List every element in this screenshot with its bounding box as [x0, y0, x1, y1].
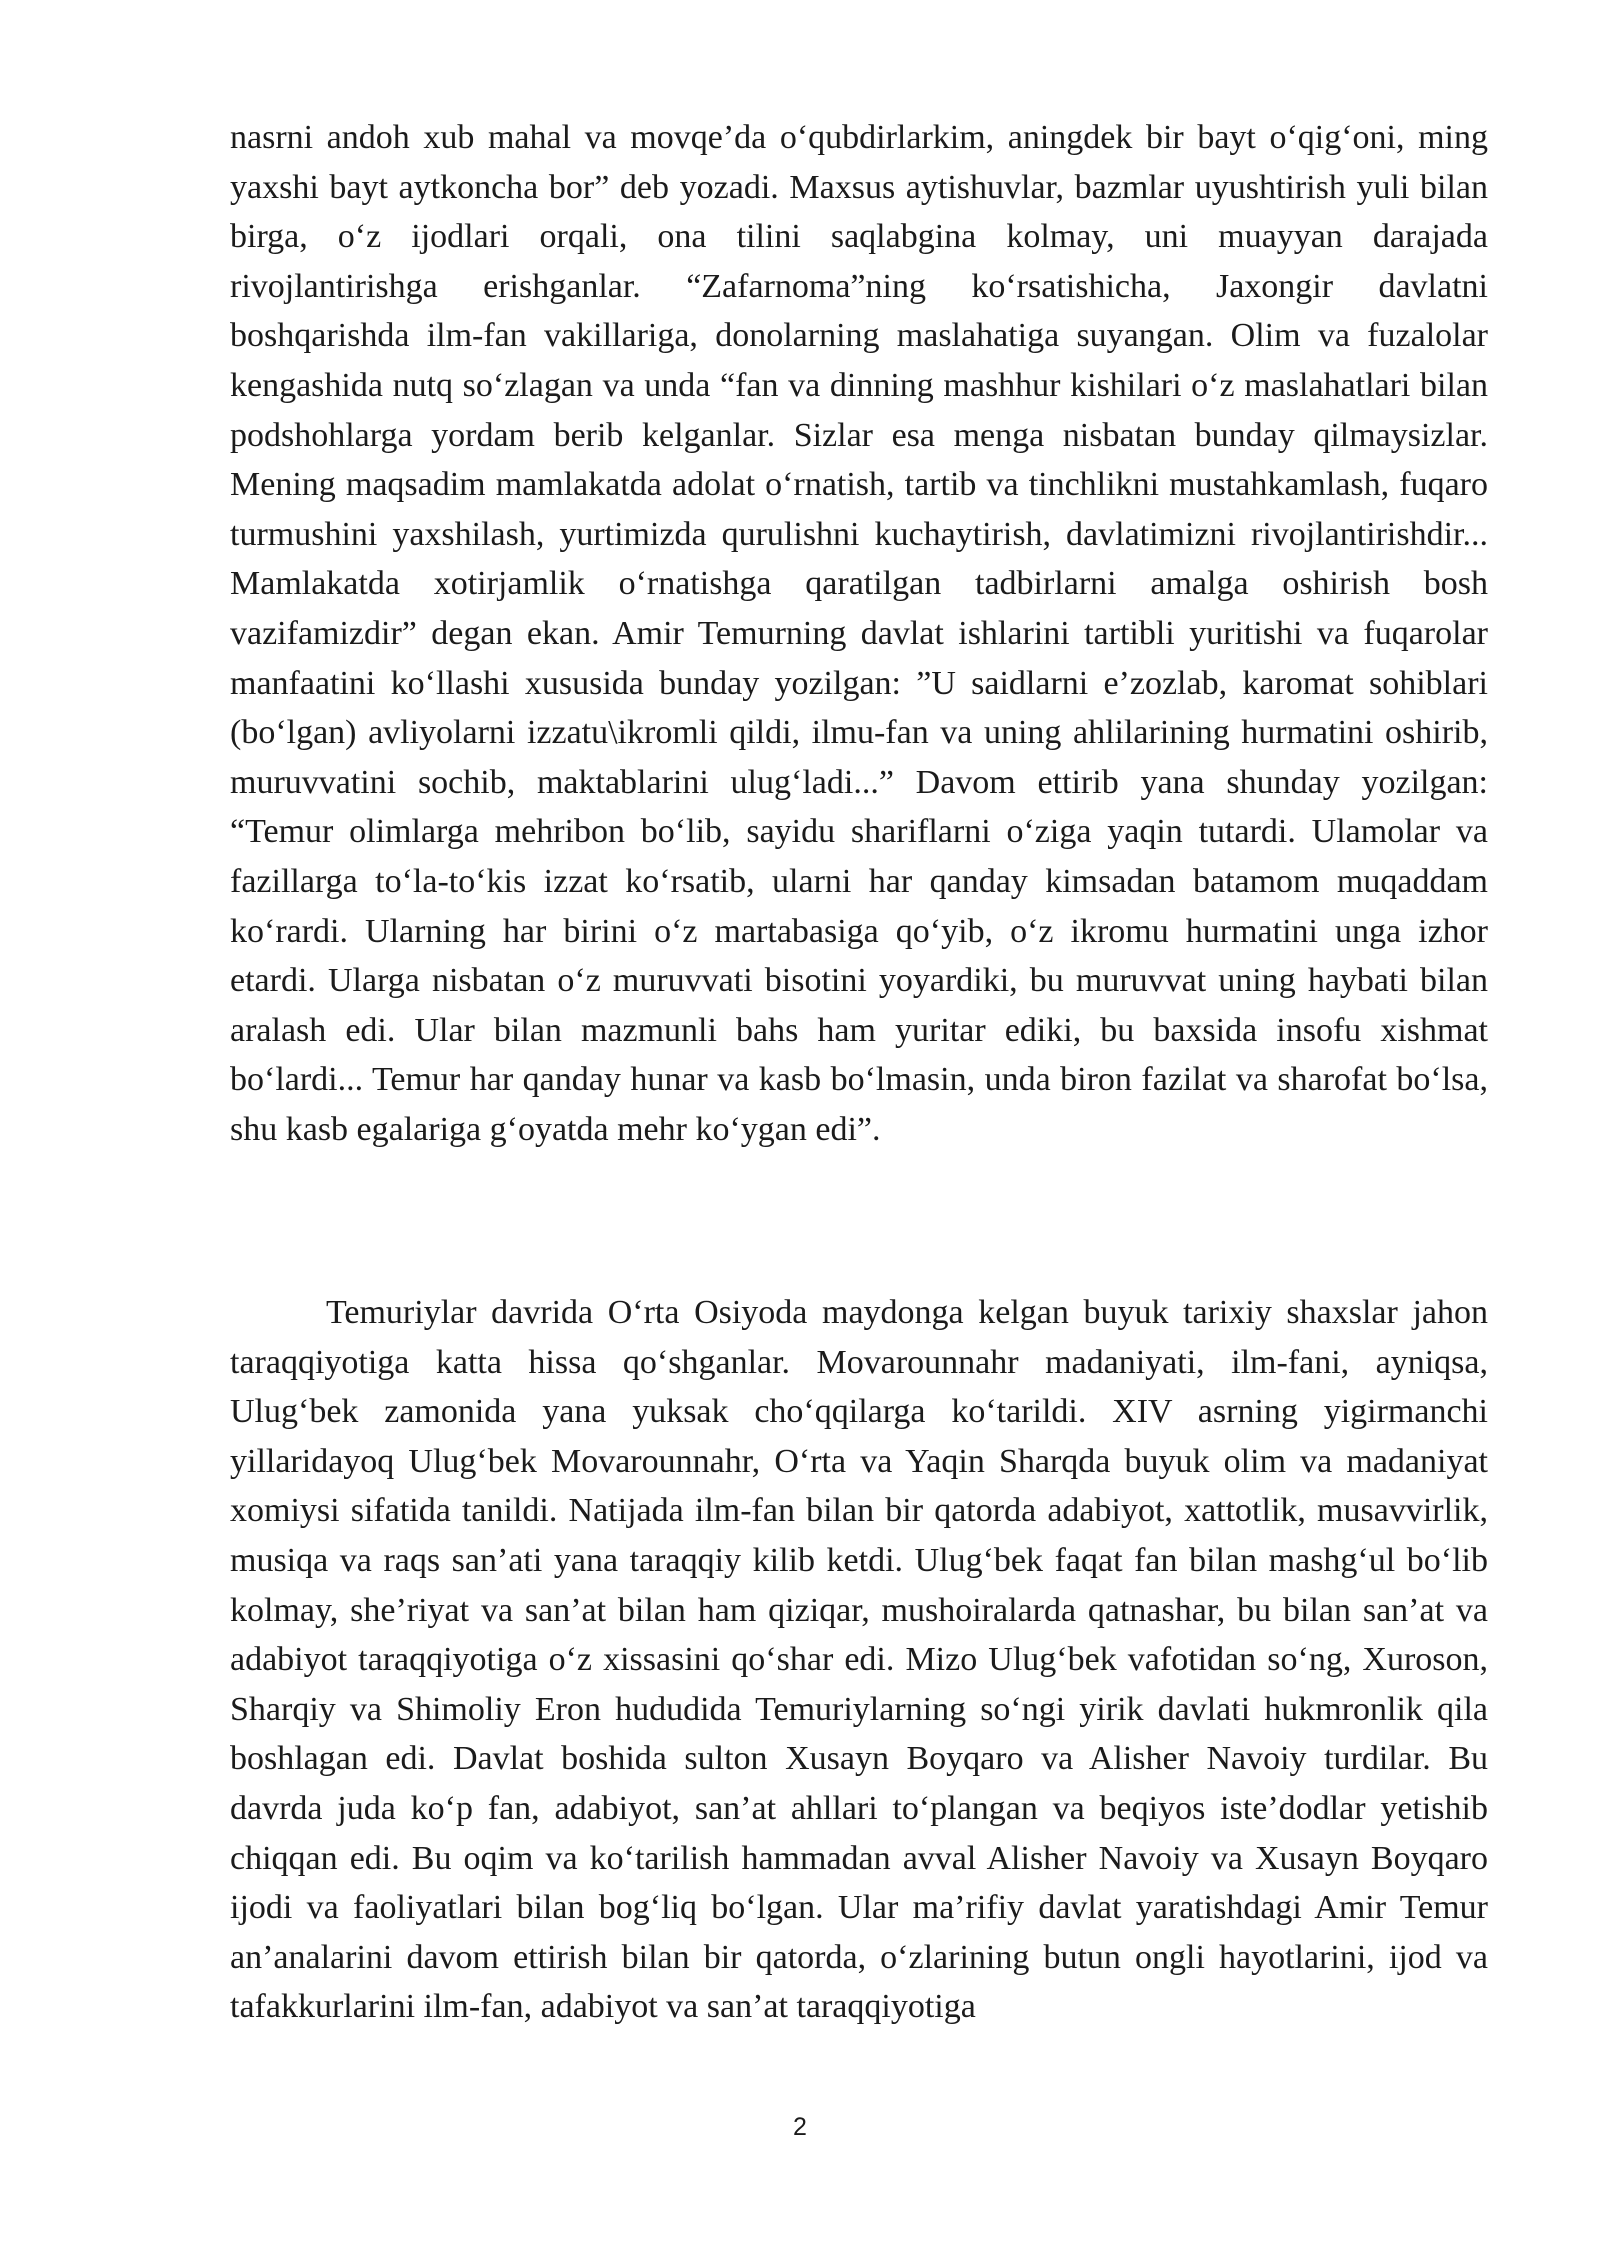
body-paragraph-2: Temuriylar davrida O‘rta Osiyoda maydonga kelgan buyuk tarixiy shaxslar jahon taraqqiyotiga katta hissa qo‘shganlar. Movarounnahr madaniyati, ilm-fani, ayniqsa, Ulug‘bek zamonida yana yuksak cho‘qqilarga ko‘tarildi. XIV asrning yigirmanchi yillaridayoq Ulug‘bek Movarounnahr, O‘rta va Yaqin Sharqda buyuk olim va madaniyat xomiysi sifatida tanildi. Natijada ilm-fan bilan bir qatorda adabiyot, xattotlik, musavvirlik, musiqa va raqs san’ati yana taraqqiy kilib ketdi. Ulug‘bek faqat fan bilan mashg‘ul bo‘lib kolmay, she’riyat va san’at bilan ham qiziqar, mushoiralarda qatnashar, bu bilan san’at va adabiyot taraqqiyotiga o‘z xissasini qo‘shar edi. Mizo Ulug‘bek vafotidan so‘ng, Xuroson, Sharqiy va Shimoliy Eron hududida Temuriylarning so‘ngi yirik davlati hukmronlik qila boshlagan edi. Davlat boshida sulton Xusayn Boyqaro va Alisher Navoiy turdilar. Bu davrda juda ko‘p fan, adabiyot, san’at ahllari to‘plangan va beqiyos iste’dodlar yetishib chiqqan edi. Bu oqim va ko‘tarilish hammadan avval Alisher Navoiy va Xusayn Boyqaro ijodi va faoliyatlari bilan bog‘liq bo‘lgan. Ular ma’rifiy davlat yaratishdagi Amir Temur an’analarini davom ettirish bilan bir qatorda, o‘zlarining butun ongli hayotlarini, ijod va tafakkurlarini ilm-fan, adabiyot va san’at taraqqiyotiga — [230, 1294, 1488, 2026]
page-number: 2 — [793, 2113, 807, 2141]
body-paragraph-1: nasrni andoh xub mahal va movqe’da o‘qubdirlarkim, aningdek bir bayt o‘qig‘oni, ming yaxshi bayt aytkoncha bor” deb yozadi. Maxsus aytishuvlar, bazmlar uyushtirish yuli bilan birga, o‘z ijodlari orqali, ona tilini saqlabgina kolmay, uni muayyan darajada rivojlantirishga erishganlar. “Zafarnoma”ning ko‘rsatishicha, Jaxongir davlatni boshqarishda ilm-fan vakillariga, donolarning maslahatiga suyangan. Olim va fuzalolar kengashida nutq so‘zlagan va unda “fan va dinning mashhur kishilari o‘z maslahatlari bilan podshohlarga yordam berib kelganlar. Sizlar esa menga nisbatan bunday qilmaysizlar. Mening maqsadim mamlakatda adolat o‘rnatish, tartib va tinchlikni mustahkamlash, fuqaro turmushini yaxshilash, yurtimizda qurulishni kuchaytirish, davlatimizni rivojlantirishdir... Mamlakatda xotirjamlik o‘rnatishga qaratilgan tadbirlarni amalga oshirish bosh vazifamizdir” degan ekan. Amir Temurning davlat ishlarini tartibli yuritishi va fuqarolar manfaatini ko‘llashi xususida bunday yozilgan: ”U saidlarni e’zozlab, karomat sohiblari (bo‘lgan) avliyolarni izzatu\ikromli qildi, ilmu-fan va uning ahlilarining hurmatini oshirib, muruvvatini sochib, maktablarini ulug‘ladi...” Davom ettirib yana shunday yozilgan: “Temur olimlarga mehribon bo‘lib, sayidu shariflarni o‘ziga yaqin tutardi. Ulamolar va fazillarga to‘la-to‘kis izzat ko‘rsatib, ularni har qanday kimsadan batamom muqaddam ko‘rardi. Ularning har birini o‘z martabasiga qo‘yib, o‘z ikromu hurmatini unga izhor etardi. Ularga nisbatan o‘z muruvvati bisotini yoyardiki, bu muruvvat uning haybati bilan aralash edi. Ular bilan mazmunli bahs ham yuritar ediki, bu baxsida insofu xishmat bo‘lardi... Temur har qanday hunar va kasb bo‘lmasin, unda biron fazilat va sharofat bo‘lsa, shu kasb egalariga g‘oyatda mehr ko‘ygan edi”. — [230, 119, 1488, 1148]
